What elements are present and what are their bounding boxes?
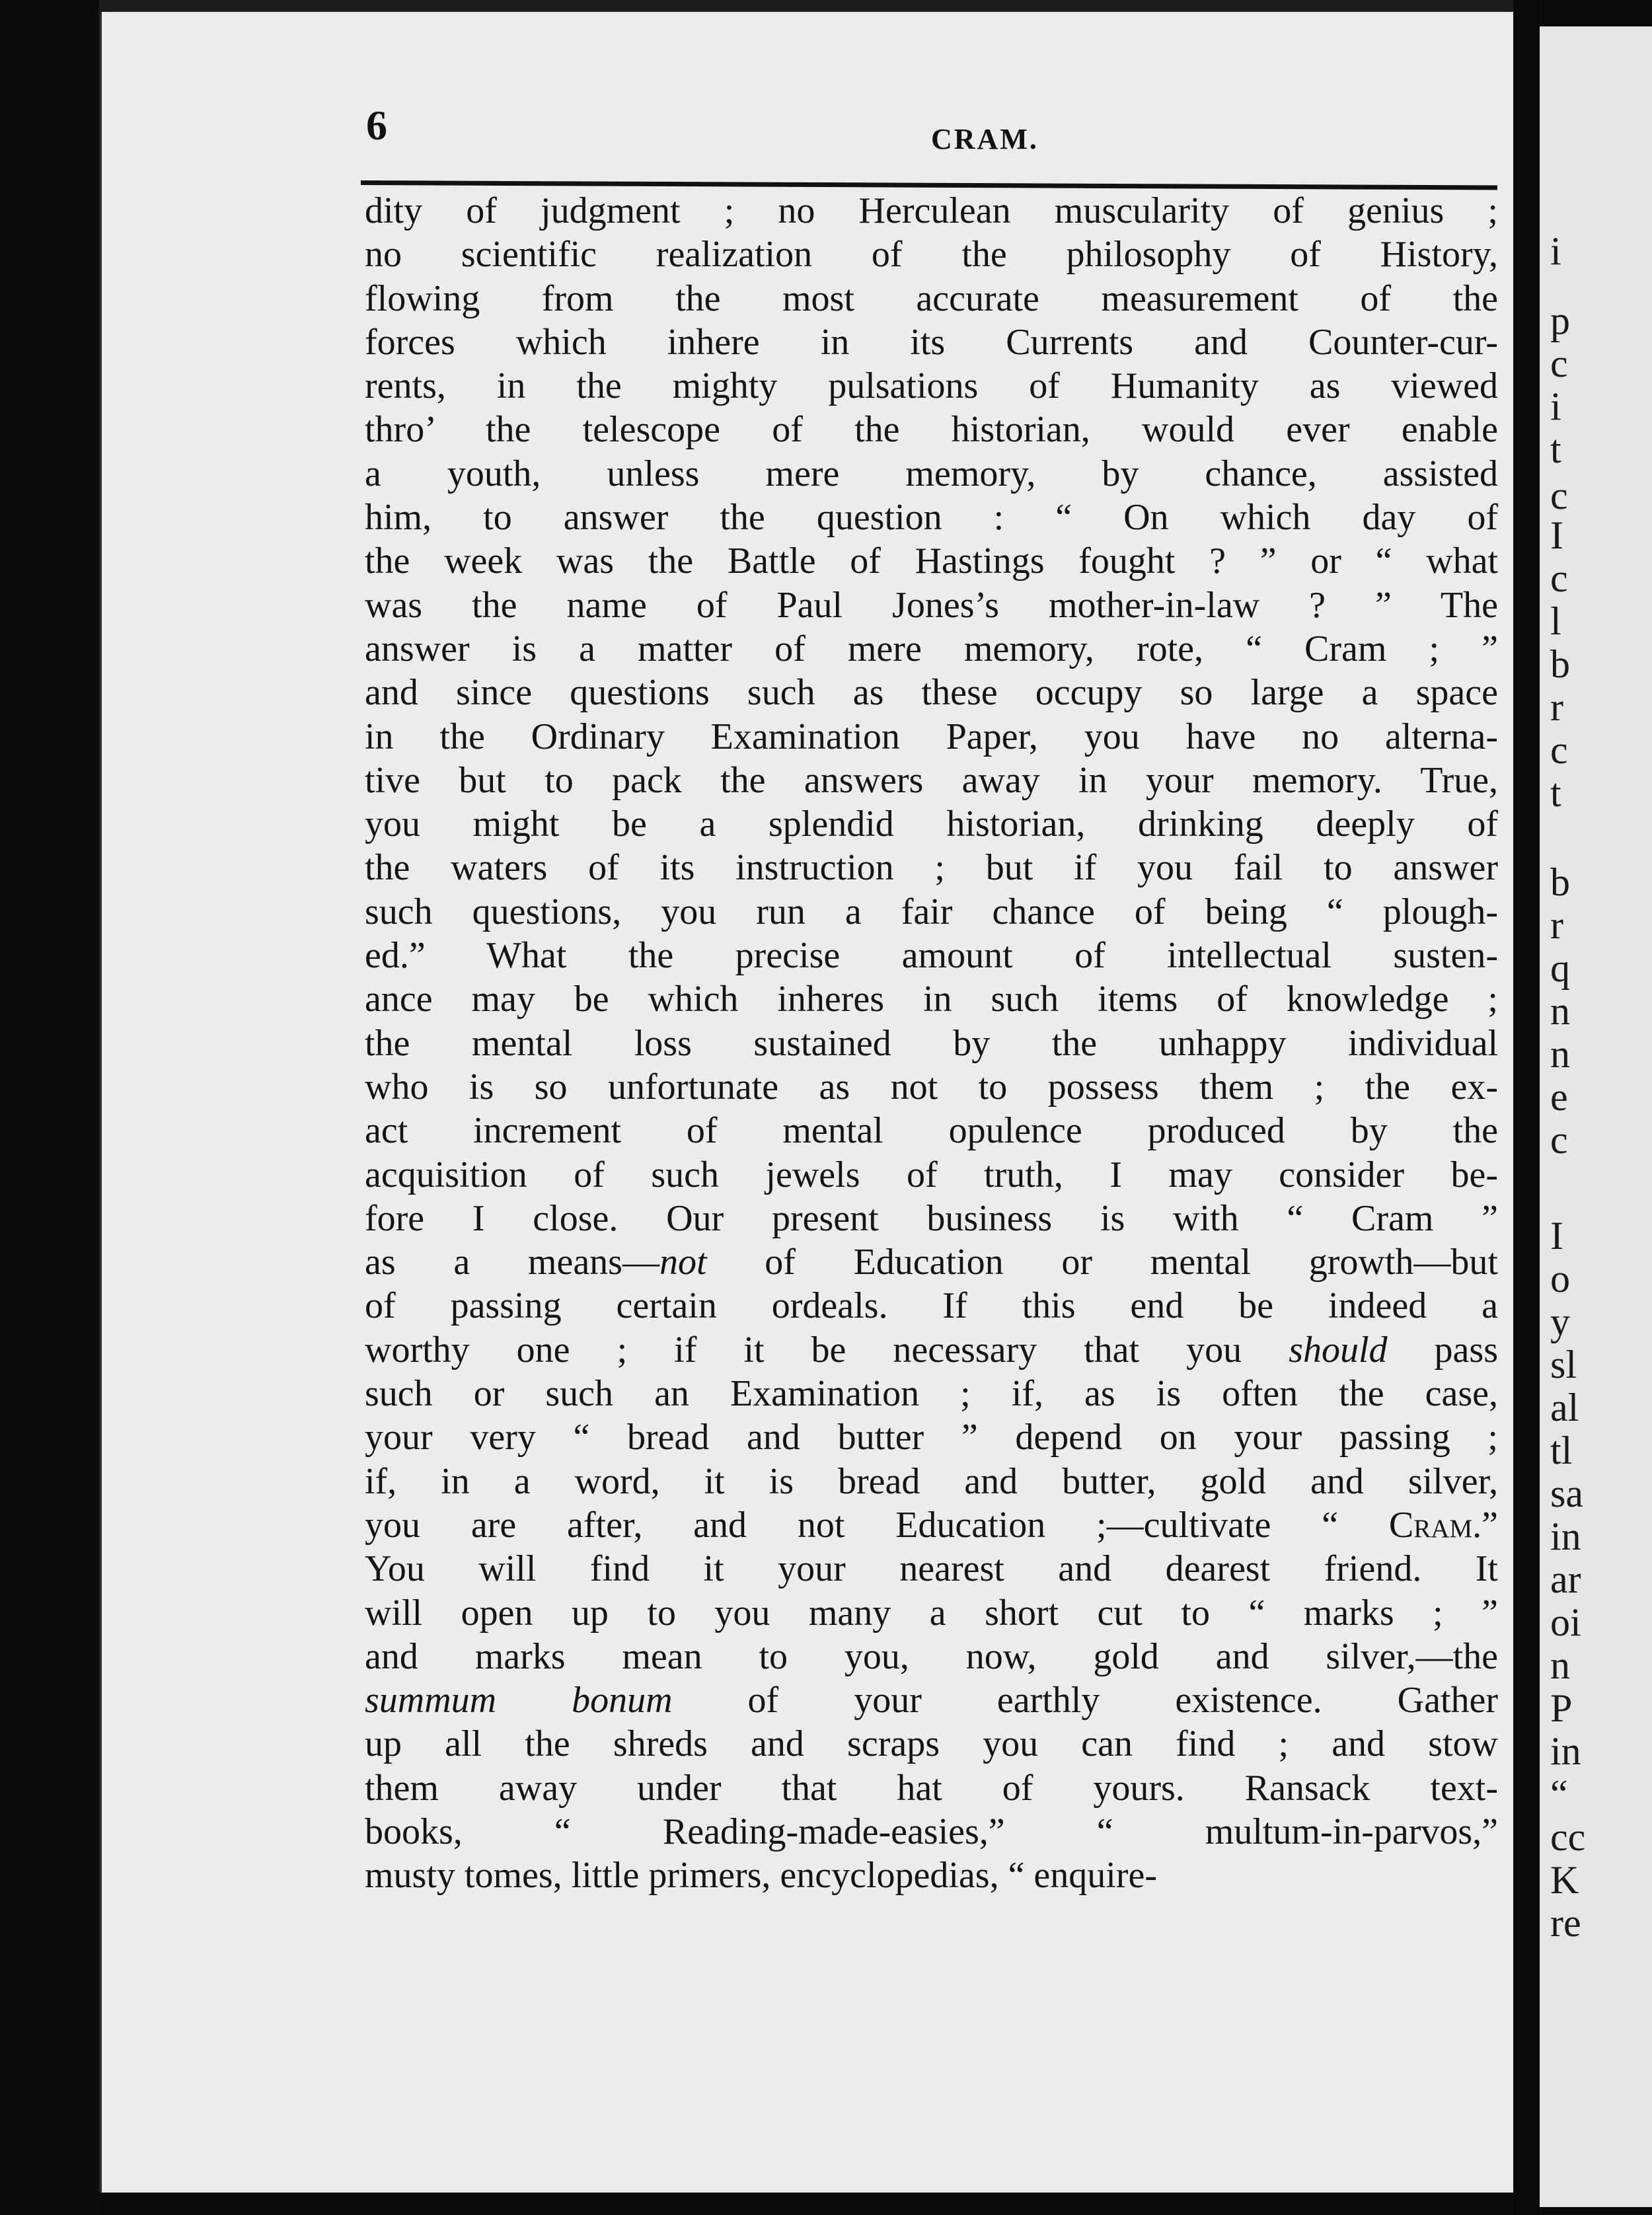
text-line: ed.” What the precise amount of intellectual susten-	[365, 935, 1498, 977]
text-line: who is so unfortunate as not to possess them ; the ex-	[365, 1066, 1498, 1108]
facing-page-letter: n	[1550, 989, 1570, 1033]
facing-page-letter: I	[1550, 513, 1563, 557]
text-line: will open up to you many a short cut to “ marks ; ”	[365, 1592, 1498, 1633]
facing-page-letter: p	[1550, 299, 1570, 342]
facing-page-letter: c	[1550, 1118, 1568, 1162]
facing-page-letter: n	[1550, 1032, 1570, 1076]
facing-page-letter: l	[1550, 599, 1561, 643]
facing-page-letter: b	[1550, 642, 1570, 686]
running-head	[102, 12, 1516, 210]
small-caps-text: Cram.	[1388, 1504, 1482, 1546]
text-line: if, in a word, it is bread and butter, gold and silver,	[365, 1460, 1498, 1502]
facing-page-letter: c	[1550, 556, 1568, 600]
text-line: up all the shreds and scraps you can find ; and stow	[365, 1723, 1498, 1765]
text-line: such or such an Examination ; if, as is often the case,	[365, 1373, 1498, 1415]
text-line: forces which inhere in its Currents and Counter-cur-	[365, 321, 1498, 363]
facing-page-letter: c	[1550, 474, 1568, 517]
facing-page-letter: c	[1550, 342, 1568, 385]
text-line: and marks mean to you, now, gold and silver,—the	[365, 1635, 1498, 1677]
book-gutter	[1513, 0, 1540, 2215]
facing-page-letter: ar	[1550, 1558, 1581, 1601]
text-line: worthy one ; if it be necessary that you should pass	[365, 1329, 1498, 1370]
facing-page-letter: in	[1550, 1729, 1581, 1773]
facing-page-letter: y	[1550, 1300, 1570, 1343]
text-line: ance may be which inheres in such items of knowledge ;	[365, 979, 1498, 1020]
text-line: no scientific realization of the philosophy of History,	[365, 234, 1498, 276]
facing-page-fragment	[1540, 26, 1652, 2207]
facing-page-letter: i	[1550, 229, 1561, 273]
text-line: you might be a splendid historian, drinking deeply of	[365, 804, 1498, 845]
facing-page-letter: i	[1550, 385, 1561, 428]
facing-page-letter: t	[1550, 428, 1561, 471]
facing-page-letter: re	[1550, 1901, 1581, 1945]
text-line: flowing from the most accurate measurement of the	[365, 278, 1498, 319]
text-line: him, to answer the question : “ On which day of	[365, 497, 1498, 539]
text-line: of passing certain ordeals. If this end be indeed a	[365, 1285, 1498, 1327]
text-line: books, “ Reading-made-easies,” “ multum-in-parvos,”	[365, 1811, 1498, 1852]
text-line: the week was the Battle of Hastings fought ? ” or “ what	[365, 541, 1498, 582]
facing-page-letter: K	[1550, 1858, 1579, 1902]
text-line: dity of judgment ; no Herculean muscularity of genius ;	[365, 190, 1498, 231]
text-line: tive but to pack the answers away in your memory. True,	[365, 759, 1498, 801]
facing-page-letter: tl	[1550, 1429, 1573, 1472]
text-line: you are after, and not Education ;—cultivate “ Cram.”	[365, 1504, 1498, 1546]
text-line: acquisition of such jewels of truth, I may consider be-	[365, 1154, 1498, 1195]
facing-page-letter: c	[1550, 728, 1568, 772]
body-text	[365, 189, 1498, 1898]
text-line: such questions, you run a fair chance of being “ plough-	[365, 891, 1498, 932]
scan-border-left	[0, 0, 99, 2215]
facing-page-letter: n	[1550, 1643, 1570, 1687]
text-line: rents, in the mighty pulsations of Humanity as viewed	[365, 365, 1498, 407]
italic-text: should	[1289, 1329, 1388, 1370]
facing-page-letter: o	[1550, 1257, 1570, 1300]
facing-page-letter: oi	[1550, 1600, 1581, 1644]
text-line: them away under that hat of yours. Ransack text-	[365, 1767, 1498, 1809]
text-line: act increment of mental opulence produced by the	[365, 1110, 1498, 1152]
text-line: your very “ bread and butter ” depend on your passing ;	[365, 1417, 1498, 1458]
text-line: the waters of its instruction ; but if you fail to answer	[365, 847, 1498, 889]
text-line: thro’ the telescope of the historian, would ever enable	[365, 409, 1498, 451]
facing-page-letter: r	[1550, 685, 1563, 729]
facing-page-letter: sl	[1550, 1343, 1577, 1386]
text-line: as a means—not of Education or mental growth—but	[365, 1242, 1498, 1283]
italic-text: not	[659, 1242, 707, 1283]
facing-page-letter: r	[1550, 903, 1563, 947]
facing-page-letter: P	[1550, 1686, 1573, 1730]
text-line: the mental loss sustained by the unhappy individual	[365, 1022, 1498, 1064]
facing-page-letter: q	[1550, 946, 1570, 990]
book-page	[99, 12, 1516, 2193]
text-line: You will find it your nearest and dearest friend. It	[365, 1548, 1498, 1590]
text-line: a youth, unless mere memory, by chance, assisted	[365, 453, 1498, 494]
facing-page-letter: “	[1550, 1772, 1568, 1816]
running-title: CRAM.	[931, 123, 1039, 155]
text-line: summum bonum of your earthly existence. Gather	[365, 1680, 1498, 1721]
text-line: fore I close. Our present business is with “ Cram ”	[365, 1197, 1498, 1239]
facing-page-letter: al	[1550, 1386, 1579, 1429]
facing-page-letter: sa	[1550, 1472, 1583, 1515]
text-line: answer is a matter of mere memory, rote, “ Cram ; ”	[365, 628, 1498, 669]
page-number: 6	[366, 102, 387, 149]
facing-page-letter: I	[1550, 1214, 1563, 1258]
facing-page-letter: cc	[1550, 1815, 1586, 1859]
facing-page-letter: b	[1550, 860, 1570, 904]
facing-page-letter: e	[1550, 1075, 1568, 1119]
text-line: was the name of Paul Jones’s mother-in-law ? ” The	[365, 584, 1498, 626]
text-line: musty tomes, little primers, encyclopedias, “ enquire-	[365, 1855, 1157, 1896]
text-line: and since questions such as these occupy so large a space	[365, 672, 1498, 714]
facing-page-letter: t	[1550, 771, 1561, 815]
text-line: in the Ordinary Examination Paper, you have no alterna-	[365, 716, 1498, 757]
italic-text: summum bonum	[365, 1680, 673, 1721]
facing-page-letter: in	[1550, 1515, 1581, 1558]
